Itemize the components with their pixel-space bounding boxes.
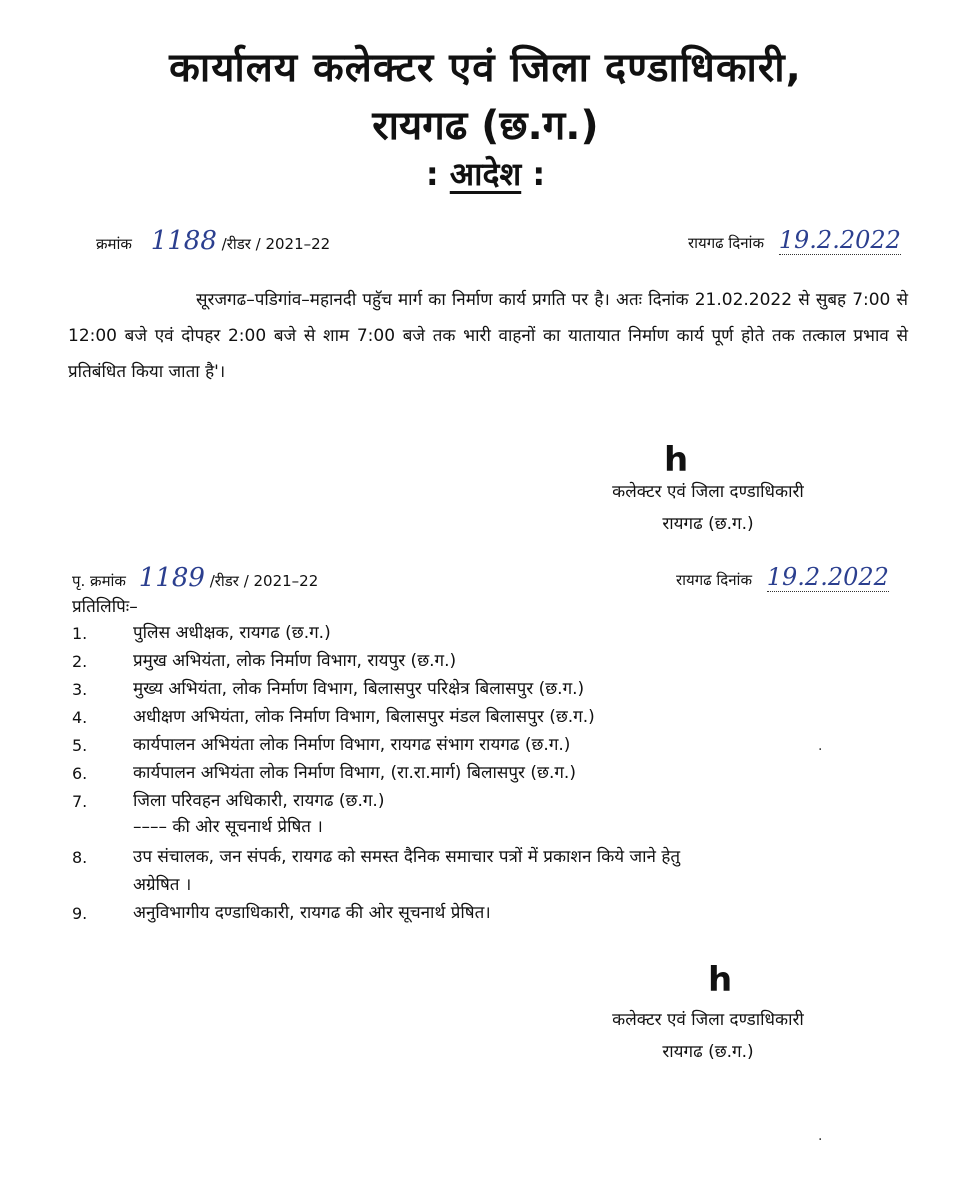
copy-ref-label: पृ. क्रमांक bbox=[72, 572, 126, 590]
order-colon-left: : bbox=[425, 155, 439, 193]
order-body bbox=[68, 282, 908, 390]
order-title-row bbox=[0, 152, 971, 195]
signature-block-1 bbox=[558, 476, 858, 540]
list-item: जिला परिवहन अधिकारी, रायगढ (छ.ग.) bbox=[133, 791, 385, 811]
order-body-text: सूरजगढ–पडिगांव–महानदी पहुॅच मार्ग का निर्माण कार्य प्रगति पर है। अतः दिनांक 21.02.2022 से सुबह 7:00 से 12:00 बजे एवं दोपहर 2:00 बजे से शाम 7:00 बजे तक भारी वाहनों का यातायात निर्माण कार्य पूर्ण होते तक तत्काल प्रभाव से प्रतिबंधित किया जाता है'। bbox=[68, 290, 908, 382]
order-date-value: 19.2.2022 bbox=[778, 226, 901, 254]
list-item: प्रमुख अभियंता, लोक निर्माण विभाग, रायपुर (छ.ग.) bbox=[133, 651, 457, 671]
order-ref-number: 1188 bbox=[150, 226, 217, 256]
order-date bbox=[688, 226, 901, 255]
list-item: पुलिस अधीक्षक, रायगढ (छ.ग.) bbox=[133, 623, 331, 643]
order-ref-suffix: /रीडर / 2021–22 bbox=[221, 235, 331, 253]
list-item: कार्यपालन अभियंता लोक निर्माण विभाग, (रा.रा.मार्ग) बिलासपुर (छ.ग.) bbox=[133, 763, 576, 783]
list-item-number: 9. bbox=[72, 904, 88, 923]
list-item: –––– की ओर सूचनार्थ प्रेषित । bbox=[133, 817, 323, 837]
copy-reference bbox=[72, 563, 318, 593]
list-item-number: 7. bbox=[72, 792, 88, 811]
signature-mark-1: h bbox=[664, 440, 689, 480]
scan-speck: · bbox=[818, 1132, 823, 1148]
list-item: अनुविभागीय दण्डाधिकारी, रायगढ की ओर सूचनार्थ प्रेषित। bbox=[133, 903, 491, 923]
order-colon-right: : bbox=[532, 155, 546, 193]
signatory-place-1: रायगढ (छ.ग.) bbox=[662, 514, 754, 534]
copy-ref-suffix: /रीडर / 2021–22 bbox=[209, 572, 319, 590]
list-item: अधीक्षण अभियंता, लोक निर्माण विभाग, बिलासपुर मंडल बिलासपुर (छ.ग.) bbox=[133, 707, 595, 727]
list-item: कार्यपालन अभियंता लोक निर्माण विभाग, रायगढ संभाग रायगढ (छ.ग.) bbox=[133, 735, 571, 755]
list-item-number: 6. bbox=[72, 764, 88, 783]
office-location: रायगढ (छ.ग.) bbox=[372, 103, 599, 149]
signatory-place-2: रायगढ (छ.ग.) bbox=[662, 1042, 754, 1062]
order-reference bbox=[96, 226, 330, 256]
list-item-number: 2. bbox=[72, 652, 88, 671]
list-item-number: 3. bbox=[72, 680, 88, 699]
signatory-title-2: कलेक्टर एवं जिला दण्डाधिकारी bbox=[612, 1010, 804, 1030]
signatory-title-1: कलेक्टर एवं जिला दण्डाधिकारी bbox=[612, 482, 804, 502]
list-item-number: 8. bbox=[72, 848, 88, 867]
scan-speck: · bbox=[818, 742, 823, 758]
list-item-number: 4. bbox=[72, 708, 88, 727]
signature-block-2 bbox=[558, 1004, 858, 1068]
signature-mark-2: h bbox=[708, 960, 733, 1000]
copy-date-value: 19.2.2022 bbox=[766, 563, 889, 591]
copy-date-label: रायगढ दिनांक bbox=[676, 571, 752, 589]
order-title: आदेश bbox=[449, 155, 522, 193]
order-date-label: रायगढ दिनांक bbox=[688, 234, 764, 252]
office-heading: कार्यालय कलेक्टर एवं जिला दण्डाधिकारी, bbox=[169, 45, 802, 91]
copy-to-label: प्रतिलिपिः– bbox=[72, 597, 138, 617]
copy-ref-number: 1189 bbox=[138, 563, 205, 593]
list-item-number: 1. bbox=[72, 624, 88, 643]
list-item-number: 5. bbox=[72, 736, 88, 755]
list-item: अग्रेषित । bbox=[133, 875, 192, 895]
copy-date bbox=[676, 563, 889, 592]
order-ref-label: क्रमांक bbox=[96, 235, 132, 253]
list-item: उप संचालक, जन संपर्क, रायगढ को समस्त दैनिक समाचार पत्रों में प्रकाशन किये जाने हेतु bbox=[133, 847, 681, 867]
list-item: मुख्य अभियंता, लोक निर्माण विभाग, बिलासपुर परिक्षेत्र बिलासपुर (छ.ग.) bbox=[133, 679, 585, 699]
